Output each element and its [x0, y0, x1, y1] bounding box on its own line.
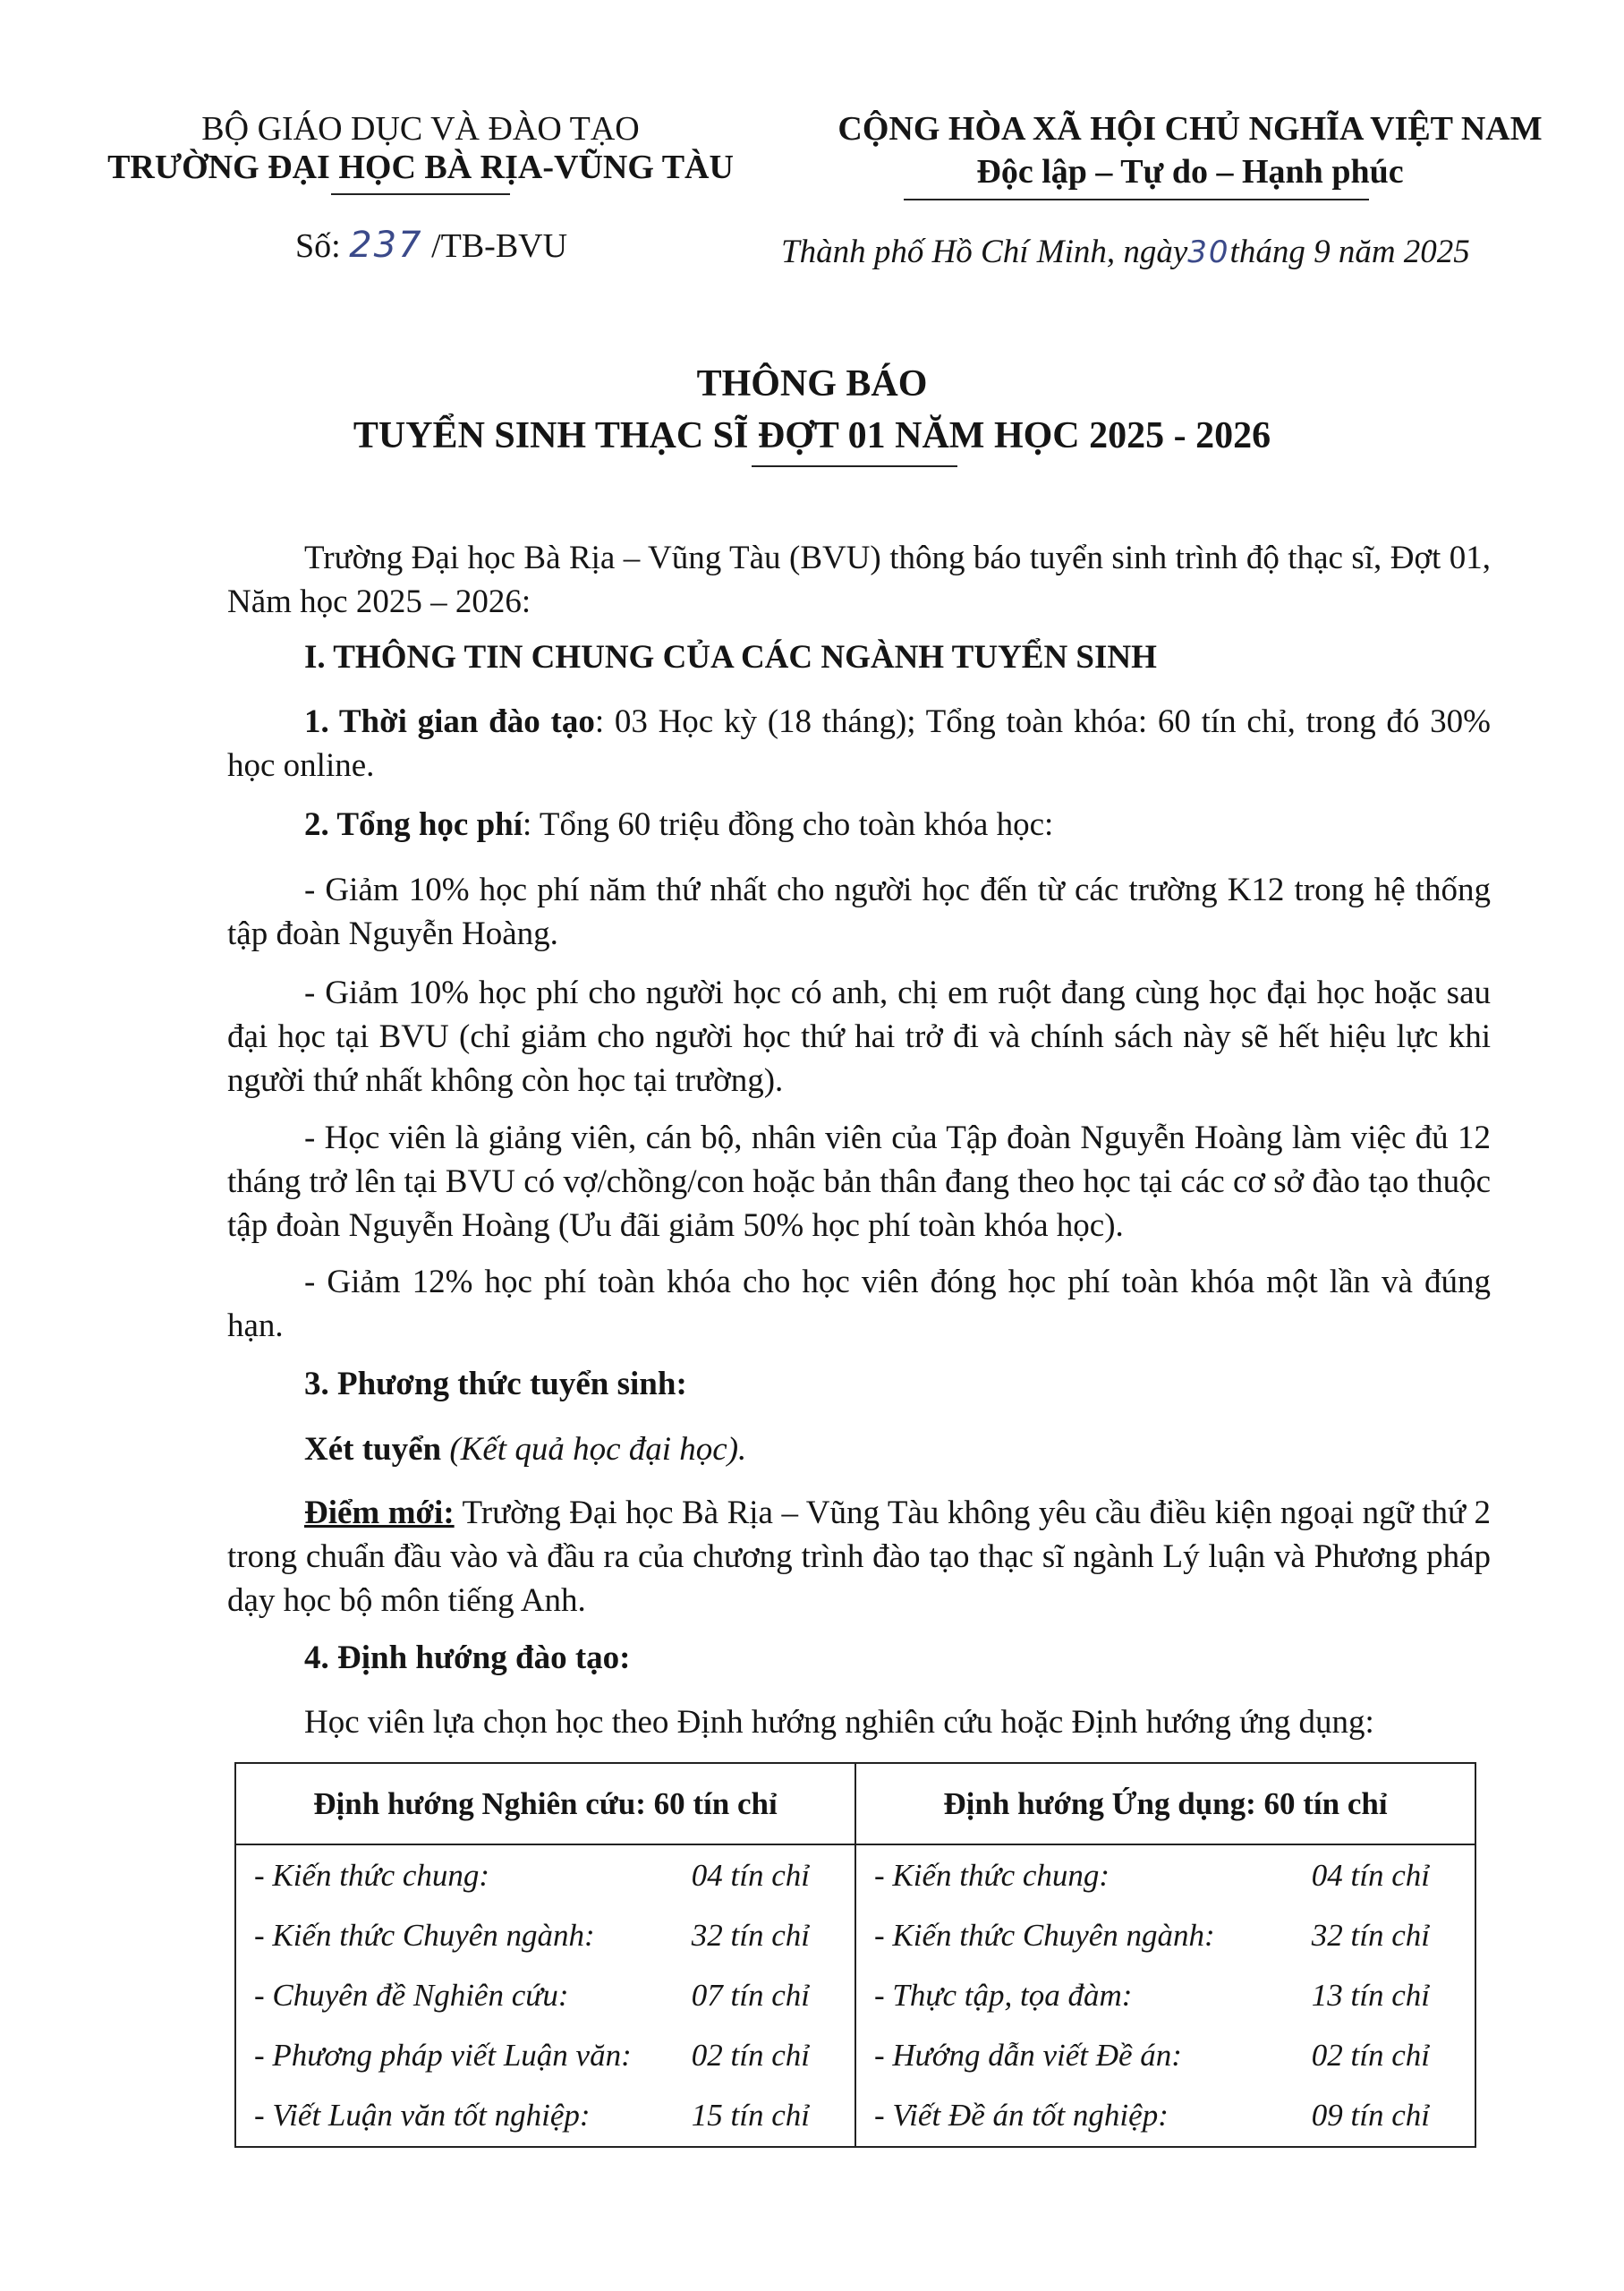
national-motto: Độc lập – Tự do – Hạnh phúc	[976, 153, 1404, 191]
table-header-row	[235, 1763, 1475, 1844]
university-name: TRƯỜNG ĐẠI HỌC BÀ RỊA-VŨNG TÀU	[107, 149, 734, 186]
diem-moi-label: Điểm mới:	[304, 1495, 455, 1531]
notice-subtitle: TUYỂN SINH THẠC SĨ ĐỢT 01 NĂM HỌC 2025 - 2026	[353, 415, 1271, 456]
table-row	[235, 2086, 1475, 2147]
item-2-text: : Tổng 60 triệu đồng cho toàn khóa học:	[523, 806, 1054, 843]
row-value: 09 tín chỉ	[1311, 2098, 1430, 2133]
document-date	[781, 231, 1470, 274]
row-label: - Kiến thức Chuyên ngành:	[254, 1918, 595, 1954]
row-value: 04 tín chỉ	[691, 1858, 810, 1894]
row-label: - Hướng dẫn viết Đề án:	[874, 2038, 1182, 2074]
bullet-1: - Giảm 10% học phí năm thứ nhất cho người học đến từ các trường K12 trong hệ thống tập đoàn Nguyễn Hoàng.	[227, 872, 1491, 952]
bullet-3: - Học viên là giảng viên, cán bộ, nhân viên của Tập đoàn Nguyễn Hoàng làm việc đủ 12 tháng trở lên tại BVU có vợ/chồng/con hoặc bản thân đang theo học tại các cơ sở đào tạo thuộc tập đoàn Nguyễn Hoàng (Ưu đãi giảm 50% học phí toàn khóa học).	[227, 1120, 1491, 1244]
xet-tuyen-text: (Kết quả học đại học).	[441, 1431, 747, 1468]
row-label: - Phương pháp viết Luận văn:	[254, 2038, 632, 2074]
item-2-paragraph	[304, 803, 1053, 847]
table-row	[235, 2026, 1475, 2086]
row-label: - Kiến thức Chuyên ngành:	[874, 1918, 1215, 1954]
title-underline	[752, 465, 957, 467]
applied-orientation-header: Định hướng Ứng dụng: 60 tín chỉ	[855, 1763, 1475, 1844]
row-label: - Kiến thức chung:	[254, 1858, 490, 1894]
document-number	[295, 224, 567, 268]
number-label: Số:	[295, 227, 341, 265]
row-value: 07 tín chỉ	[691, 1978, 810, 2014]
row-label: - Viết Đề án tốt nghiệp:	[874, 2098, 1169, 2133]
item-1-label: 1. Thời gian đào tạo	[304, 703, 595, 740]
item-4-heading: 4. Định hướng đào tạo:	[304, 1639, 631, 1676]
item-1-text: : 03 Học kỳ (18 tháng); Tổng toàn khóa: 60 tín chỉ, trong đó 30% học online.	[227, 703, 1491, 784]
row-value: 04 tín chỉ	[1311, 1858, 1430, 1894]
left-header-rule	[331, 193, 510, 195]
motto-underline	[904, 199, 1369, 200]
section-1-heading: I. THÔNG TIN CHUNG CỦA CÁC NGÀNH TUYỂN SINH	[304, 639, 1157, 676]
research-orientation-header: Định hướng Nghiên cứu: 60 tín chỉ	[235, 1763, 855, 1844]
diem-moi-paragraph	[227, 1491, 1491, 1622]
notice-title: THÔNG BÁO	[696, 363, 928, 405]
row-value: 02 tín chỉ	[691, 2038, 810, 2074]
row-label: - Viết Luận văn tốt nghiệp:	[254, 2098, 591, 2133]
xet-tuyen-label: Xét tuyển	[304, 1431, 442, 1468]
diem-moi-text: Trường Đại học Bà Rịa – Vũng Tàu không yêu cầu điều kiện ngoại ngữ thứ 2 trong chuẩn đầu vào và đầu ra của chương trình đào tạo thạc sĩ ngành Lý luận và Phương pháp dạy học bộ môn tiếng Anh.	[227, 1495, 1491, 1619]
credits-table	[234, 1762, 1476, 2148]
table-row	[235, 1966, 1475, 2026]
xet-tuyen-line	[304, 1427, 746, 1471]
table-row	[235, 1844, 1475, 1905]
bullet-4: - Giảm 12% học phí toàn khóa cho học viên đóng học phí toàn khóa một lần và đúng hạn.	[227, 1264, 1491, 1344]
row-value: 02 tín chỉ	[1311, 2038, 1430, 2074]
item-2-label: 2. Tổng học phí	[304, 806, 523, 843]
row-label: - Kiến thức chung:	[874, 1858, 1110, 1894]
row-label: - Thực tập, tọa đàm:	[874, 1978, 1133, 2014]
row-value: 32 tín chỉ	[1311, 1918, 1430, 1954]
item-1-paragraph	[227, 700, 1491, 788]
intro-text: Trường Đại học Bà Rịa – Vũng Tàu (BVU) thông báo tuyển sinh trình độ thạc sĩ, Đợt 01, Năm học 2025 – 2026:	[227, 540, 1491, 620]
ministry-name: BỘ GIÁO DỤC VÀ ĐÀO TẠO	[201, 110, 640, 148]
handwritten-number: 237	[349, 225, 423, 266]
row-label: - Chuyên đề Nghiên cứu:	[254, 1978, 569, 2014]
item-3-heading: 3. Phương thức tuyển sinh:	[304, 1366, 687, 1402]
date-suffix: tháng 9 năm 2025	[1229, 234, 1470, 270]
row-value: 15 tín chỉ	[691, 2098, 810, 2133]
item-4-text: Học viên lựa chọn học theo Định hướng nghiên cứu hoặc Định hướng ứng dụng:	[304, 1704, 1374, 1741]
date-prefix: Thành phố Hồ Chí Minh, ngày	[781, 234, 1188, 270]
handwritten-day: 30	[1187, 234, 1230, 270]
row-value: 32 tín chỉ	[691, 1918, 810, 1954]
intro-paragraph	[227, 536, 1491, 624]
number-suffix: /TB-BVU	[431, 227, 568, 265]
republic-name: CỘNG HÒA XÃ HỘI CHỦ NGHĨA VIỆT NAM	[838, 110, 1543, 148]
bullet-2: - Giảm 10% học phí cho người học có anh, chị em ruột đang cùng học đại học hoặc sau đại học tại BVU (chỉ giảm cho người học thứ hai trở đi và chính sách này sẽ hết hiệu lực khi người thứ nhất không còn học tại trường).	[227, 975, 1491, 1099]
row-value: 13 tín chỉ	[1311, 1978, 1430, 2014]
table-row	[235, 1906, 1475, 1966]
